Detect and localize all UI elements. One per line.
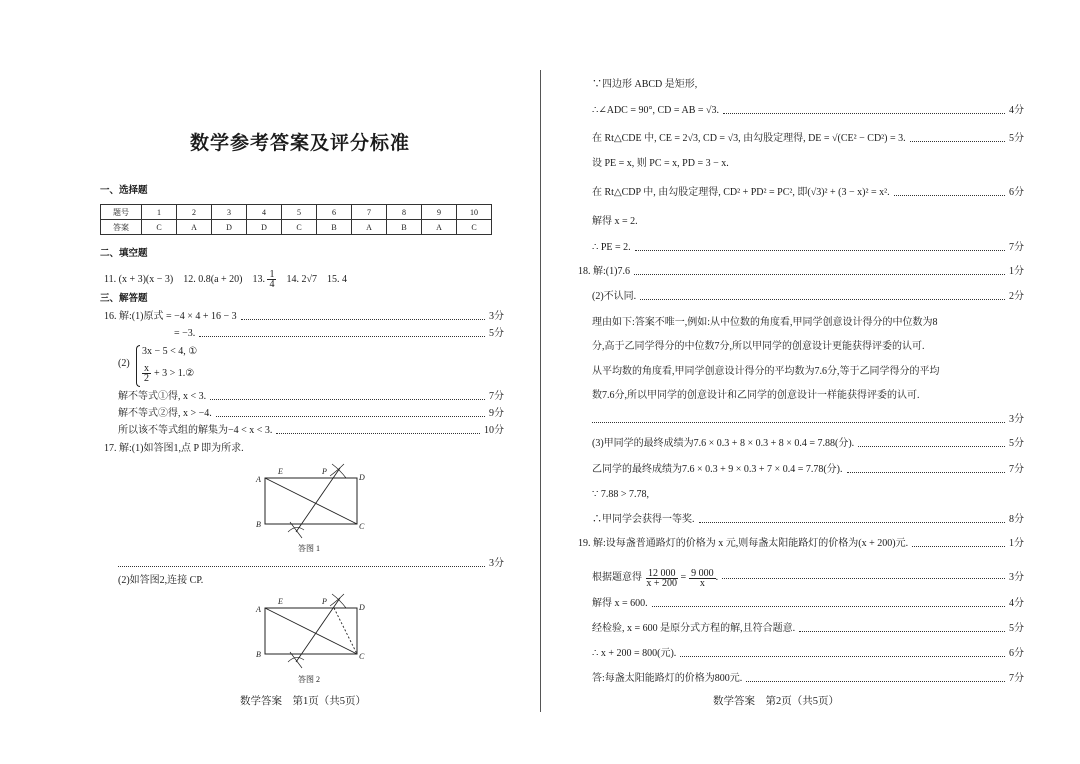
point-c: C — [359, 522, 365, 531]
equation-fraction-2: $\frac{9 000}{x}$ — [691, 567, 714, 589]
system-eq-1: 3x − 5 < 4, ① — [142, 346, 198, 357]
q16-line-1: 16. 解:(1)原式 = −4 × 4 + 16 − 3 3分 — [104, 311, 504, 322]
table-answer: C — [282, 220, 317, 235]
q19-line-5: ∴ x + 200 = 800(元). 6分 — [592, 648, 1024, 659]
page-1-footer: 数学答案 第1页（共5页） — [240, 696, 366, 707]
equation-fraction-1: $\frac{12 000}{x + 200}$ — [646, 567, 678, 589]
table-answer: A — [352, 220, 387, 235]
figure-1-caption: 答图 1 — [298, 544, 320, 553]
q18-line-3: 理由如下:答案不唯一,例如:从中位数的角度看,甲同学创意设计得分的中位数为8 — [592, 317, 938, 328]
score: 7分 — [1009, 242, 1024, 253]
fill-q13 — [252, 270, 276, 289]
table-number: 2 — [177, 205, 212, 220]
score: 6分 — [1009, 648, 1024, 659]
table-number: 6 — [317, 205, 352, 220]
page-2 — [541, 0, 1080, 764]
q16-line-3: 解不等式①得, x < 3. 7分 — [118, 391, 504, 402]
system-eq-2-fraction: $\frac{x}{2}$ — [144, 363, 149, 384]
point-e: E — [278, 597, 283, 606]
table-answer: D — [212, 220, 247, 235]
q17-score-line — [118, 558, 504, 570]
fill-q13-label: 13. — [252, 273, 265, 285]
point-e: E — [278, 467, 283, 476]
figure-1 — [250, 460, 370, 540]
q17-line-2: (2)如答图2,连接 CP. — [118, 575, 204, 586]
score: 6分 — [1009, 187, 1024, 198]
score: 3分 — [1009, 414, 1024, 425]
q16-line-5: 所以该不等式组的解集为−4 < x < 3. 10分 — [118, 425, 504, 436]
arc-mark — [330, 594, 344, 606]
score: 4分 — [1009, 105, 1024, 116]
q18-line-9: 乙同学的最终成绩为7.6 × 0.3 + 9 × 0.3 + 7 × 0.4 = 7.78(分). 7分 — [592, 464, 1024, 475]
section-choice: 一、选择题 — [100, 185, 148, 196]
table-header-label: 题号 — [101, 205, 142, 220]
fill-q14: 14. 2√7 — [286, 273, 317, 285]
r-line-4: 设 PE = x, 则 PC = x, PD = 3 − x. — [592, 158, 729, 169]
q19-line-3: 解得 x = 600. 4分 — [592, 598, 1024, 609]
q18-line-1: 18. 解:(1)7.6 1分 — [578, 266, 1024, 277]
answer-table — [100, 204, 492, 235]
table-number: 5 — [282, 205, 317, 220]
section-fill: 二、填空题 — [100, 248, 148, 259]
q17-line-1: 17. 解:(1)如答图1,点 P 即为所求. — [104, 443, 244, 454]
fill-q13-fraction — [267, 270, 276, 289]
point-a: A — [256, 475, 261, 484]
score: 7分 — [489, 391, 504, 402]
answer-table-answer-row — [101, 220, 492, 235]
score: 2分 — [1009, 291, 1024, 302]
score: 4分 — [1009, 598, 1024, 609]
q18-line-11: ∴甲同学会获得一等奖. 8分 — [592, 514, 1024, 525]
diagonal-ac — [265, 608, 357, 654]
q16-part2-label: (2) — [118, 358, 130, 369]
fill-q15: 15. 4 — [326, 273, 347, 285]
section-solutions: 三、解答题 — [100, 293, 148, 304]
q19-line-6: 答:每盏太阳能路灯的价格为800元. 7分 — [592, 673, 1024, 684]
q19-line-4: 经检验, x = 600 是原分式方程的解,且符合题意. 5分 — [592, 623, 1024, 634]
q18-line-7 — [592, 414, 1024, 426]
q18-line-8: (3)甲同学的最终成绩为7.6 × 0.3 + 8 × 0.3 + 8 × 0.4 = 7.88(分). 5分 — [592, 438, 1024, 449]
table-answer-label: 答案 — [101, 220, 142, 235]
score: 7分 — [1009, 673, 1024, 684]
arc-mark — [330, 464, 344, 476]
table-number: 1 — [142, 205, 177, 220]
score: 5分 — [489, 328, 504, 339]
point-p: P — [322, 597, 327, 606]
q16-line-4: 解不等式②得, x > −4. 9分 — [118, 408, 504, 419]
q19-line-1: 19. 解:设每盏普通路灯的价格为 x 元,则每盏太阳能路灯的价格为(x + 200)元. 1分 — [578, 538, 1024, 549]
table-answer: A — [422, 220, 457, 235]
score: 1分 — [1009, 266, 1024, 277]
segment-cp — [334, 608, 357, 654]
table-answer: B — [317, 220, 352, 235]
r-line-5: 在 Rt△CDP 中, 由勾股定理得, CD² + PD² = PC², 即(√3)² + (3 − x)² = x². 6分 — [592, 187, 1024, 198]
point-c: C — [359, 652, 365, 661]
q18-line-10: ∵ 7.88 > 7.78, — [592, 489, 650, 500]
table-number: 10 — [457, 205, 492, 220]
score: 7分 — [1009, 464, 1024, 475]
score: 3分 — [489, 558, 504, 569]
diagonal-ac — [265, 478, 357, 524]
q18-line-2: (2)不认同. 2分 — [592, 291, 1024, 302]
score: 3分 — [1009, 572, 1024, 583]
system-eq-2: $\frac{x}{2}$ + 3 > 1.② — [144, 363, 195, 384]
r-line-1: ∵四边形 ABCD 是矩形, — [592, 79, 698, 90]
table-number: 3 — [212, 205, 247, 220]
q18-line-6: 数7.6分,所以甲同学的创意设计和乙同学的创意设计一样能获得评委的认可. — [592, 390, 920, 401]
score: 10分 — [484, 425, 504, 436]
score: 5分 — [1009, 623, 1024, 634]
score: 5分 — [1009, 438, 1024, 449]
table-answer: B — [387, 220, 422, 235]
point-d: D — [359, 473, 365, 482]
page-2-footer: 数学答案 第2页（共5页） — [713, 696, 839, 707]
table-answer: C — [142, 220, 177, 235]
system-brace — [136, 345, 140, 387]
r-line-7: ∴ PE = 2. 7分 — [592, 242, 1024, 253]
q18-line-5: 从平均数的角度看,甲同学创意设计得分的平均数为7.6分,等于乙同学得分的平均 — [592, 366, 940, 377]
point-a: A — [256, 605, 261, 614]
point-b: B — [256, 650, 261, 659]
table-answer: C — [457, 220, 492, 235]
score: 8分 — [1009, 514, 1024, 525]
fraction-denominator: 4 — [269, 279, 275, 290]
score: 3分 — [489, 311, 504, 322]
table-number: 9 — [422, 205, 457, 220]
table-answer: A — [177, 220, 212, 235]
point-p: P — [322, 467, 327, 476]
table-number: 8 — [387, 205, 422, 220]
q19-line-2: 根据题意得 $\frac{12 000}{x + 200}$ = $\frac{9 000}{x}$ . 3分 — [592, 567, 1024, 589]
score: 9分 — [489, 408, 504, 419]
q18-line-4: 分,高于乙同学得分的中位数7分,所以甲同学的创意设计更能获得评委的认可. — [592, 341, 925, 352]
table-answer: D — [247, 220, 282, 235]
figure-2 — [250, 590, 370, 670]
fill-answers — [104, 270, 347, 289]
table-number: 4 — [247, 205, 282, 220]
q16-line-2: = −3. 5分 — [174, 328, 504, 339]
point-b: B — [256, 520, 261, 529]
score: 1分 — [1009, 538, 1024, 549]
fill-q11: 11. (x + 3)(x − 3) — [104, 273, 174, 285]
point-d: D — [359, 603, 365, 612]
answer-table-header-row — [101, 205, 492, 220]
doc-title: 数学参考答案及评分标准 — [189, 132, 410, 154]
fill-q12: 12. 0.8(a + 20) — [183, 273, 243, 285]
r-line-2: ∴∠ADC = 90°, CD = AB = √3. 4分 — [592, 105, 1024, 116]
score: 5分 — [1009, 133, 1024, 144]
fraction-numerator: 1 — [269, 269, 275, 280]
table-number: 7 — [352, 205, 387, 220]
r-line-3: 在 Rt△CDE 中, CE = 2√3, CD = √3, 由勾股定理得, DE = √(CE² − CD²) = 3. 5分 — [592, 133, 1024, 144]
r-line-6: 解得 x = 2. — [592, 216, 638, 227]
figure-2-caption: 答图 2 — [298, 675, 320, 684]
